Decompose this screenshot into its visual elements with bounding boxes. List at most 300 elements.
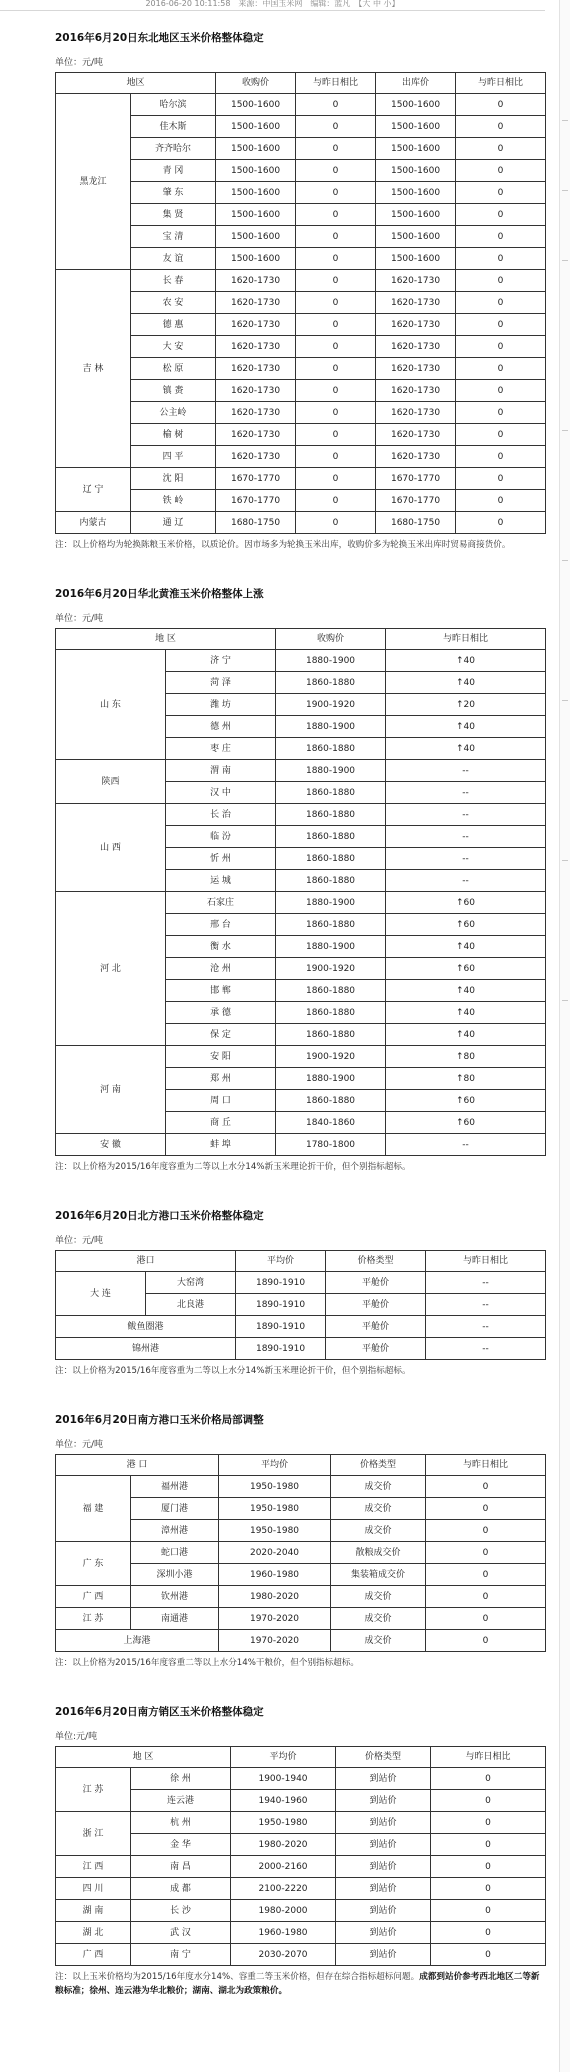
outbound-change-cell: 0 (456, 336, 546, 358)
table-row (56, 94, 546, 116)
region-cell: 安 徽 (56, 1134, 166, 1156)
price-type-cell: 平舱价 (326, 1338, 426, 1360)
column-header: 平均价 (231, 1747, 336, 1768)
port-cell: 福州港 (131, 1476, 219, 1498)
city-cell: 哈尔滨 (131, 94, 216, 116)
outbound-price-cell: 1620-1730 (376, 292, 456, 314)
outbound-price-cell: 1500-1600 (376, 204, 456, 226)
city-cell: 铁 岭 (131, 490, 216, 512)
city-cell: 农 安 (131, 292, 216, 314)
purchase-price-cell: 1620-1730 (216, 402, 296, 424)
table-note: 注：以上价格为2015/16年度容重为二等以上水分14%新玉米理论折干价，但个别指标超标。 (55, 1162, 411, 1172)
change-cell: 0 (426, 1630, 546, 1652)
section-south-ports (55, 1412, 545, 1670)
purchase-change-cell: 0 (296, 402, 376, 424)
change-cell: 0 (431, 1834, 546, 1856)
purchase-change-cell: 0 (296, 138, 376, 160)
city-cell: 成 都 (131, 1878, 231, 1900)
section-north-ports (55, 1208, 545, 1378)
city-cell: 公主岭 (131, 402, 216, 424)
change-cell: 0 (431, 1900, 546, 1922)
table-row (56, 1856, 546, 1878)
table-note: 注：以上价格均为轮换陈粮玉米价格，以质论价。因市场多为轮换玉米出库，收购价多为轮换玉米出库时贸易商接货价。 (55, 540, 511, 550)
outbound-price-cell: 1620-1730 (376, 402, 456, 424)
city-cell: 临 汾 (166, 826, 276, 848)
port-cell: 蛇口港 (131, 1542, 219, 1564)
region-cell: 辽 宁 (56, 468, 131, 512)
region-cell: 广 西 (56, 1586, 131, 1608)
change-cell: ↑40 (386, 936, 546, 958)
region-cell: 江 苏 (56, 1768, 131, 1812)
change-cell: -- (386, 760, 546, 782)
change-cell: ↑20 (386, 694, 546, 716)
column-header: 地区 (56, 73, 216, 94)
outbound-price-cell: 1620-1730 (376, 358, 456, 380)
purchase-price-cell: 1900-1920 (276, 694, 386, 716)
city-cell: 南 宁 (131, 1944, 231, 1966)
outbound-price-cell: 1500-1600 (376, 226, 456, 248)
purchase-change-cell: 0 (296, 270, 376, 292)
right-sidebar-edge (559, 0, 570, 2072)
outbound-price-cell: 1500-1600 (376, 116, 456, 138)
column-header: 收购价 (276, 629, 386, 650)
price-type-cell: 到站价 (336, 1878, 431, 1900)
table-row (56, 1922, 546, 1944)
city-cell: 德 州 (166, 716, 276, 738)
purchase-change-cell: 0 (296, 358, 376, 380)
change-cell: -- (426, 1316, 546, 1338)
avg-price-cell: 1890-1910 (236, 1316, 326, 1338)
section-title: 2016年6月20日东北地区玉米价格整体稳定 (55, 32, 264, 44)
avg-price-cell: 1980-2020 (231, 1834, 336, 1856)
outbound-price-cell: 1620-1730 (376, 336, 456, 358)
city-cell: 佳木斯 (131, 116, 216, 138)
price-type-cell: 成交价 (331, 1520, 426, 1542)
purchase-change-cell: 0 (296, 248, 376, 270)
purchase-price-cell: 1620-1730 (216, 358, 296, 380)
port-cell: 钦州港 (131, 1586, 219, 1608)
avg-price-cell: 1950-1980 (219, 1520, 331, 1542)
table-row (56, 1944, 546, 1966)
unit-label: 单位：元/吨 (55, 1440, 104, 1450)
region-cell: 江 苏 (56, 1608, 131, 1630)
outbound-change-cell: 0 (456, 380, 546, 402)
outbound-price-cell: 1500-1600 (376, 248, 456, 270)
region-cell: 吉 林 (56, 270, 131, 468)
price-type-cell: 平舱价 (326, 1316, 426, 1338)
city-cell: 周 口 (166, 1090, 276, 1112)
change-cell: ↑60 (386, 1090, 546, 1112)
table-row (56, 1768, 546, 1790)
city-cell: 潍 坊 (166, 694, 276, 716)
sidebar-edge-mark (562, 1000, 568, 1001)
purchase-change-cell: 0 (296, 182, 376, 204)
table-note (55, 1970, 545, 1998)
purchase-price-cell: 1860-1880 (276, 804, 386, 826)
city-cell: 镇 赉 (131, 380, 216, 402)
avg-price-cell: 2100-2220 (231, 1878, 336, 1900)
avg-price-cell: 1980-2020 (219, 1586, 331, 1608)
purchase-price-cell: 1620-1730 (216, 336, 296, 358)
region-cell: 四 川 (56, 1878, 131, 1900)
city-cell: 齐齐哈尔 (131, 138, 216, 160)
sidebar-edge-mark (562, 190, 568, 191)
purchase-price-cell: 1670-1770 (216, 468, 296, 490)
table-row (56, 760, 546, 782)
section-northeast (55, 30, 545, 552)
outbound-change-cell: 0 (456, 116, 546, 138)
change-cell: 0 (426, 1520, 546, 1542)
change-cell: 0 (426, 1564, 546, 1586)
purchase-change-cell: 0 (296, 314, 376, 336)
city-cell: 商 丘 (166, 1112, 276, 1134)
region-cell: 福 建 (56, 1476, 131, 1542)
avg-price-cell: 1950-1980 (219, 1498, 331, 1520)
avg-price-cell: 1960-1980 (231, 1922, 336, 1944)
city-cell: 衡 水 (166, 936, 276, 958)
outbound-change-cell: 0 (456, 314, 546, 336)
outbound-change-cell: 0 (456, 226, 546, 248)
price-type-cell: 到站价 (336, 1834, 431, 1856)
price-table-northeast (55, 72, 546, 534)
purchase-price-cell: 1880-1900 (276, 1068, 386, 1090)
change-cell: ↑60 (386, 892, 546, 914)
avg-price-cell: 1890-1910 (236, 1338, 326, 1360)
column-header: 港口 (56, 1251, 236, 1272)
purchase-price-cell: 1500-1600 (216, 94, 296, 116)
purchase-price-cell: 1500-1600 (216, 160, 296, 182)
region-cell: 大 连 (56, 1272, 146, 1316)
avg-price-cell: 1890-1910 (236, 1294, 326, 1316)
city-cell: 青 冈 (131, 160, 216, 182)
outbound-change-cell: 0 (456, 248, 546, 270)
city-cell: 保 定 (166, 1024, 276, 1046)
port-cell: 锦州港 (56, 1338, 236, 1360)
change-cell: ↑80 (386, 1068, 546, 1090)
city-cell: 徐 州 (131, 1768, 231, 1790)
region-cell: 河 北 (56, 892, 166, 1046)
purchase-price-cell: 1860-1880 (276, 782, 386, 804)
column-header: 收购价 (216, 73, 296, 94)
sidebar-edge-mark (562, 860, 568, 861)
purchase-price-cell: 1840-1860 (276, 1112, 386, 1134)
purchase-price-cell: 1860-1880 (276, 870, 386, 892)
city-cell: 连云港 (131, 1790, 231, 1812)
purchase-price-cell: 1670-1770 (216, 490, 296, 512)
avg-price-cell: 2030-2070 (231, 1944, 336, 1966)
table-row (56, 1900, 546, 1922)
purchase-price-cell: 1860-1880 (276, 1024, 386, 1046)
outbound-change-cell: 0 (456, 138, 546, 160)
price-type-cell: 平舱价 (326, 1272, 426, 1294)
purchase-price-cell: 1620-1730 (216, 292, 296, 314)
avg-price-cell: 1960-1980 (219, 1564, 331, 1586)
change-cell: 0 (426, 1498, 546, 1520)
city-cell: 杭 州 (131, 1812, 231, 1834)
change-cell: 0 (426, 1542, 546, 1564)
column-header: 与昨日相比 (431, 1747, 546, 1768)
sidebar-edge-mark (562, 560, 568, 561)
change-cell: -- (386, 782, 546, 804)
city-cell: 四 平 (131, 446, 216, 468)
purchase-change-cell: 0 (296, 204, 376, 226)
change-cell: 0 (431, 1922, 546, 1944)
table-header-row (56, 629, 546, 650)
region-cell: 内蒙古 (56, 512, 131, 534)
column-header: 价格类型 (331, 1455, 426, 1476)
change-cell: -- (426, 1294, 546, 1316)
purchase-price-cell: 1620-1730 (216, 446, 296, 468)
purchase-price-cell: 1860-1880 (276, 826, 386, 848)
city-cell: 肇 东 (131, 182, 216, 204)
city-cell: 通 辽 (131, 512, 216, 534)
purchase-price-cell: 1860-1880 (276, 738, 386, 760)
purchase-price-cell: 1880-1900 (276, 760, 386, 782)
city-cell: 武 汉 (131, 1922, 231, 1944)
purchase-price-cell: 1500-1600 (216, 116, 296, 138)
table-row (56, 270, 546, 292)
change-cell: -- (386, 804, 546, 826)
region-cell: 广 东 (56, 1542, 131, 1586)
outbound-price-cell: 1680-1750 (376, 512, 456, 534)
outbound-change-cell: 0 (456, 512, 546, 534)
purchase-change-cell: 0 (296, 446, 376, 468)
purchase-change-cell: 0 (296, 336, 376, 358)
change-cell: 0 (431, 1878, 546, 1900)
change-cell: ↑60 (386, 914, 546, 936)
city-cell: 邯 郸 (166, 980, 276, 1002)
change-cell: -- (386, 848, 546, 870)
city-cell: 大 安 (131, 336, 216, 358)
purchase-price-cell: 1860-1880 (276, 672, 386, 694)
outbound-change-cell: 0 (456, 270, 546, 292)
purchase-change-cell: 0 (296, 380, 376, 402)
column-header: 与昨日相比 (386, 629, 546, 650)
purchase-change-cell: 0 (296, 226, 376, 248)
purchase-price-cell: 1620-1730 (216, 424, 296, 446)
change-cell: ↑80 (386, 1046, 546, 1068)
purchase-price-cell: 1880-1900 (276, 716, 386, 738)
purchase-price-cell: 1780-1800 (276, 1134, 386, 1156)
avg-price-cell: 1940-1960 (231, 1790, 336, 1812)
outbound-change-cell: 0 (456, 402, 546, 424)
region-cell: 湖 南 (56, 1900, 131, 1922)
outbound-change-cell: 0 (456, 468, 546, 490)
city-cell: 济 宁 (166, 650, 276, 672)
region-cell: 陕西 (56, 760, 166, 804)
avg-price-cell: 1890-1910 (236, 1272, 326, 1294)
table-row (56, 1630, 546, 1652)
column-header: 价格类型 (336, 1747, 431, 1768)
column-header: 与昨日相比 (426, 1455, 546, 1476)
column-header: 价格类型 (326, 1251, 426, 1272)
column-header: 港 口 (56, 1455, 219, 1476)
port-cell: 上海港 (56, 1630, 219, 1652)
region-cell: 山 东 (56, 650, 166, 760)
city-cell: 沈 阳 (131, 468, 216, 490)
sidebar-edge-mark (562, 430, 568, 431)
unit-label: 单位：元/吨 (55, 614, 104, 624)
purchase-price-cell: 1500-1600 (216, 138, 296, 160)
change-cell: 0 (426, 1608, 546, 1630)
city-cell: 汉 中 (166, 782, 276, 804)
purchase-price-cell: 1900-1920 (276, 1046, 386, 1068)
table-row (56, 804, 546, 826)
table-row (56, 650, 546, 672)
port-cell: 厦门港 (131, 1498, 219, 1520)
change-cell: 0 (431, 1944, 546, 1966)
price-type-cell: 到站价 (336, 1856, 431, 1878)
price-type-cell: 到站价 (336, 1768, 431, 1790)
city-cell: 长 治 (166, 804, 276, 826)
table-row (56, 1476, 546, 1498)
table-note: 注：以上价格为2015/16年度容重为二等以上水分14%新玉米理论折干价，但个别指标超标。 (55, 1366, 411, 1376)
region-cell: 湖 北 (56, 1922, 131, 1944)
change-cell: ↑40 (386, 1002, 546, 1024)
article-meta-text: 2016-06-20 10:11:58 来源：中国玉米网 编辑：蓝凡 【大 中 小】 (145, 0, 400, 8)
city-cell: 忻 州 (166, 848, 276, 870)
change-cell: ↑40 (386, 1024, 546, 1046)
table-note: 注：以上价格为2015/16年度容重二等以上水分14%干粮价，但个别指标超标。 (55, 1658, 360, 1668)
city-cell: 枣 庄 (166, 738, 276, 760)
outbound-price-cell: 1620-1730 (376, 380, 456, 402)
city-cell: 榆 树 (131, 424, 216, 446)
sidebar-edge-mark (562, 260, 568, 261)
table-header-row (56, 1251, 546, 1272)
table-row (56, 1812, 546, 1834)
table-row (56, 1542, 546, 1564)
unit-label: 单位：元/吨 (55, 58, 104, 68)
city-cell: 蚌 埠 (166, 1134, 276, 1156)
price-type-cell: 成交价 (331, 1630, 426, 1652)
table-row (56, 1608, 546, 1630)
table-row (56, 892, 546, 914)
table-row (56, 512, 546, 534)
column-header: 地 区 (56, 1747, 231, 1768)
purchase-change-cell: 0 (296, 116, 376, 138)
price-table-north-china (55, 628, 546, 1156)
purchase-change-cell: 0 (296, 160, 376, 182)
port-cell: 大窑湾 (146, 1272, 236, 1294)
purchase-price-cell: 1500-1600 (216, 248, 296, 270)
purchase-price-cell: 1880-1900 (276, 936, 386, 958)
price-type-cell: 成交价 (331, 1608, 426, 1630)
purchase-price-cell: 1620-1730 (216, 380, 296, 402)
change-cell: ↑60 (386, 958, 546, 980)
city-cell: 沧 州 (166, 958, 276, 980)
change-cell: ↑40 (386, 738, 546, 760)
region-cell: 黑龙江 (56, 94, 131, 270)
purchase-price-cell: 1680-1750 (216, 512, 296, 534)
avg-price-cell: 1950-1980 (219, 1476, 331, 1498)
column-header: 与昨日相比 (296, 73, 376, 94)
outbound-change-cell: 0 (456, 446, 546, 468)
column-header: 地 区 (56, 629, 276, 650)
purchase-change-cell: 0 (296, 424, 376, 446)
outbound-change-cell: 0 (456, 204, 546, 226)
change-cell: ↑40 (386, 716, 546, 738)
purchase-change-cell: 0 (296, 490, 376, 512)
table-header-row (56, 73, 546, 94)
unit-label: 单位:元/吨 (55, 1732, 98, 1742)
sidebar-edge-mark (562, 700, 568, 701)
port-cell: 鲅鱼圈港 (56, 1316, 236, 1338)
purchase-price-cell: 1860-1880 (276, 1002, 386, 1024)
table-row (56, 1338, 546, 1360)
outbound-price-cell: 1670-1770 (376, 490, 456, 512)
price-table-south-ports (55, 1454, 546, 1652)
column-header: 与昨日相比 (456, 73, 546, 94)
unit-label: 单位：元/吨 (55, 1236, 104, 1246)
outbound-price-cell: 1500-1600 (376, 94, 456, 116)
table-row (56, 1878, 546, 1900)
price-type-cell: 到站价 (336, 1922, 431, 1944)
change-cell: 0 (431, 1856, 546, 1878)
note-text: 注：以上玉米价格均为2015/16年度水分14%、容重二等玉米价格，但存在综合指标超标问题。 (55, 1972, 420, 1982)
price-type-cell: 集装箱成交价 (331, 1564, 426, 1586)
purchase-change-cell: 0 (296, 94, 376, 116)
price-type-cell: 到站价 (336, 1812, 431, 1834)
purchase-price-cell: 1860-1880 (276, 848, 386, 870)
city-cell: 南 昌 (131, 1856, 231, 1878)
price-type-cell: 成交价 (331, 1586, 426, 1608)
table-row (56, 1134, 546, 1156)
price-type-cell: 成交价 (331, 1476, 426, 1498)
outbound-price-cell: 1670-1770 (376, 468, 456, 490)
city-cell: 长 春 (131, 270, 216, 292)
table-row (56, 468, 546, 490)
avg-price-cell: 1970-2020 (219, 1630, 331, 1652)
table-row (56, 1316, 546, 1338)
article-meta-bar (0, 0, 545, 11)
city-cell: 渭 南 (166, 760, 276, 782)
purchase-price-cell: 1620-1730 (216, 314, 296, 336)
price-type-cell: 到站价 (336, 1944, 431, 1966)
avg-price-cell: 2000-2160 (231, 1856, 336, 1878)
sidebar-edge-mark (562, 120, 568, 121)
outbound-change-cell: 0 (456, 94, 546, 116)
column-header: 与昨日相比 (426, 1251, 546, 1272)
purchase-price-cell: 1500-1600 (216, 204, 296, 226)
avg-price-cell: 2020-2040 (219, 1542, 331, 1564)
price-table-south-sales (55, 1746, 546, 1966)
avg-price-cell: 1970-2020 (219, 1608, 331, 1630)
region-cell: 浙 江 (56, 1812, 131, 1856)
purchase-price-cell: 1620-1730 (216, 270, 296, 292)
outbound-change-cell: 0 (456, 490, 546, 512)
price-table-north-ports (55, 1250, 546, 1360)
purchase-price-cell: 1500-1600 (216, 226, 296, 248)
section-title: 2016年6月20日华北黄淮玉米价格整体上涨 (55, 588, 264, 600)
table-row (56, 1272, 546, 1294)
city-cell: 长 沙 (131, 1900, 231, 1922)
change-cell: -- (386, 870, 546, 892)
table-header-row (56, 1455, 546, 1476)
table-header-row (56, 1747, 546, 1768)
avg-price-cell: 1950-1980 (231, 1812, 336, 1834)
city-cell: 宝 清 (131, 226, 216, 248)
change-cell: 0 (431, 1790, 546, 1812)
price-type-cell: 成交价 (331, 1498, 426, 1520)
change-cell: -- (386, 826, 546, 848)
city-cell: 郑 州 (166, 1068, 276, 1090)
outbound-price-cell: 1620-1730 (376, 270, 456, 292)
city-cell: 承 德 (166, 1002, 276, 1024)
purchase-price-cell: 1860-1880 (276, 914, 386, 936)
change-cell: ↑40 (386, 980, 546, 1002)
region-cell: 江 西 (56, 1856, 131, 1878)
city-cell: 松 原 (131, 358, 216, 380)
